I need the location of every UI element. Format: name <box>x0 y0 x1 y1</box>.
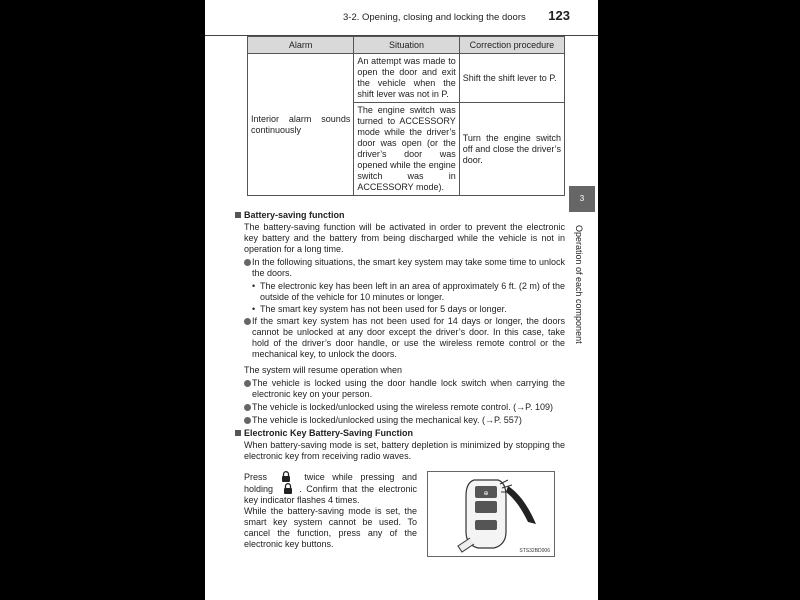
section-title: 3-2. Opening, closing and locking the doors <box>343 12 526 23</box>
list-item: In the following situations, the smart key system may take some time to unlock the doors. <box>244 257 565 279</box>
list-item: If the smart key system has not been used for 14 days or longer, the doors cannot be unlocked at any door except the driver’s door. In this case, take hold of the driver’s door handle, or use the wireless remote control or the mechanical key, to unlock the doors. <box>244 316 565 360</box>
bullet-icon <box>244 380 251 387</box>
correction-cell: Turn the engine switch off and close the driver’s door. <box>459 103 564 196</box>
table-header-row <box>248 37 565 54</box>
bullet-icon <box>244 417 251 424</box>
list-item: The vehicle is locked/unlocked using the mechanical key. (→P. 557) <box>244 415 565 426</box>
manual-page <box>205 0 598 600</box>
bullet-icon <box>244 259 251 266</box>
square-bullet-icon <box>235 212 241 218</box>
page-number: 123 <box>548 8 570 23</box>
page-header <box>205 8 598 28</box>
bullet-icon <box>244 404 251 411</box>
list-item: The vehicle is locked using the door handle lock switch when carrying the electronic key on your person. <box>244 378 565 400</box>
square-bullet-icon <box>235 430 241 436</box>
sub-list-item: • The smart key system has not been used for 5 days or longer. <box>252 304 507 314</box>
smart-key-illustration <box>428 472 554 556</box>
body-text <box>235 210 565 464</box>
header-alarm: Alarm <box>248 37 354 54</box>
chapter-label: Operation of each component <box>574 225 584 344</box>
figure-code: STS32BD006 <box>519 548 550 554</box>
ekbs-heading: Electronic Key Battery-Saving Function <box>235 428 565 439</box>
list-item: The vehicle is locked/unlocked using the wireless remote control. (→P. 109) <box>244 402 565 413</box>
sub-list-item: • The electronic key has been left in an area of approximately 6 ft. (2 m) of the outside of the vehicle for 10 minutes or longer. <box>252 281 565 302</box>
key-figure <box>427 471 555 557</box>
alarm-table <box>247 36 565 196</box>
situation-cell: An attempt was made to open the door and exit the vehicle when the shift lever was not in P. <box>354 54 459 103</box>
resume-text: The system will resume operation when <box>244 365 403 375</box>
correction-cell: Shift the shift lever to P. <box>459 54 564 103</box>
svg-text:⊕: ⊕ <box>483 490 489 497</box>
press-instructions: Press twice while pressing and holding . Confirm that the electronic key indicator flashes 4 times. While the battery-saving mode is set, the smart key system cannot be used. To cancel the function, press any of the electronic key buttons. <box>244 472 417 549</box>
lock-button-icon <box>281 483 295 494</box>
battery-saving-intro: The battery-saving function will be activated in order to prevent the electronic key battery and the battery from being discharged while the vehicle is not in operation for a long time. <box>244 222 565 254</box>
ekbs-intro: When battery-saving mode is set, battery depletion is minimized by stopping the electronic key from receiving radio waves. <box>244 440 565 461</box>
lock-button-icon <box>279 471 293 482</box>
table-row <box>248 54 565 103</box>
alarm-cell: Interior alarm sounds continuously <box>248 54 354 196</box>
header-situation: Situation <box>354 37 459 54</box>
situation-cell: The engine switch was turned to ACCESSORY mode while the driver’s door was open (or the driver’s door was opened while the engine switch was in ACCESSORY mode). <box>354 103 459 196</box>
battery-saving-heading: Battery-saving function <box>235 210 565 221</box>
press-note: While the battery-saving mode is set, the smart key system cannot be used. To cancel the function, press any of the electronic key buttons. <box>244 506 417 549</box>
chapter-tab: 3 <box>569 186 595 212</box>
header-correction: Correction procedure <box>459 37 564 54</box>
bullet-icon <box>244 318 251 325</box>
